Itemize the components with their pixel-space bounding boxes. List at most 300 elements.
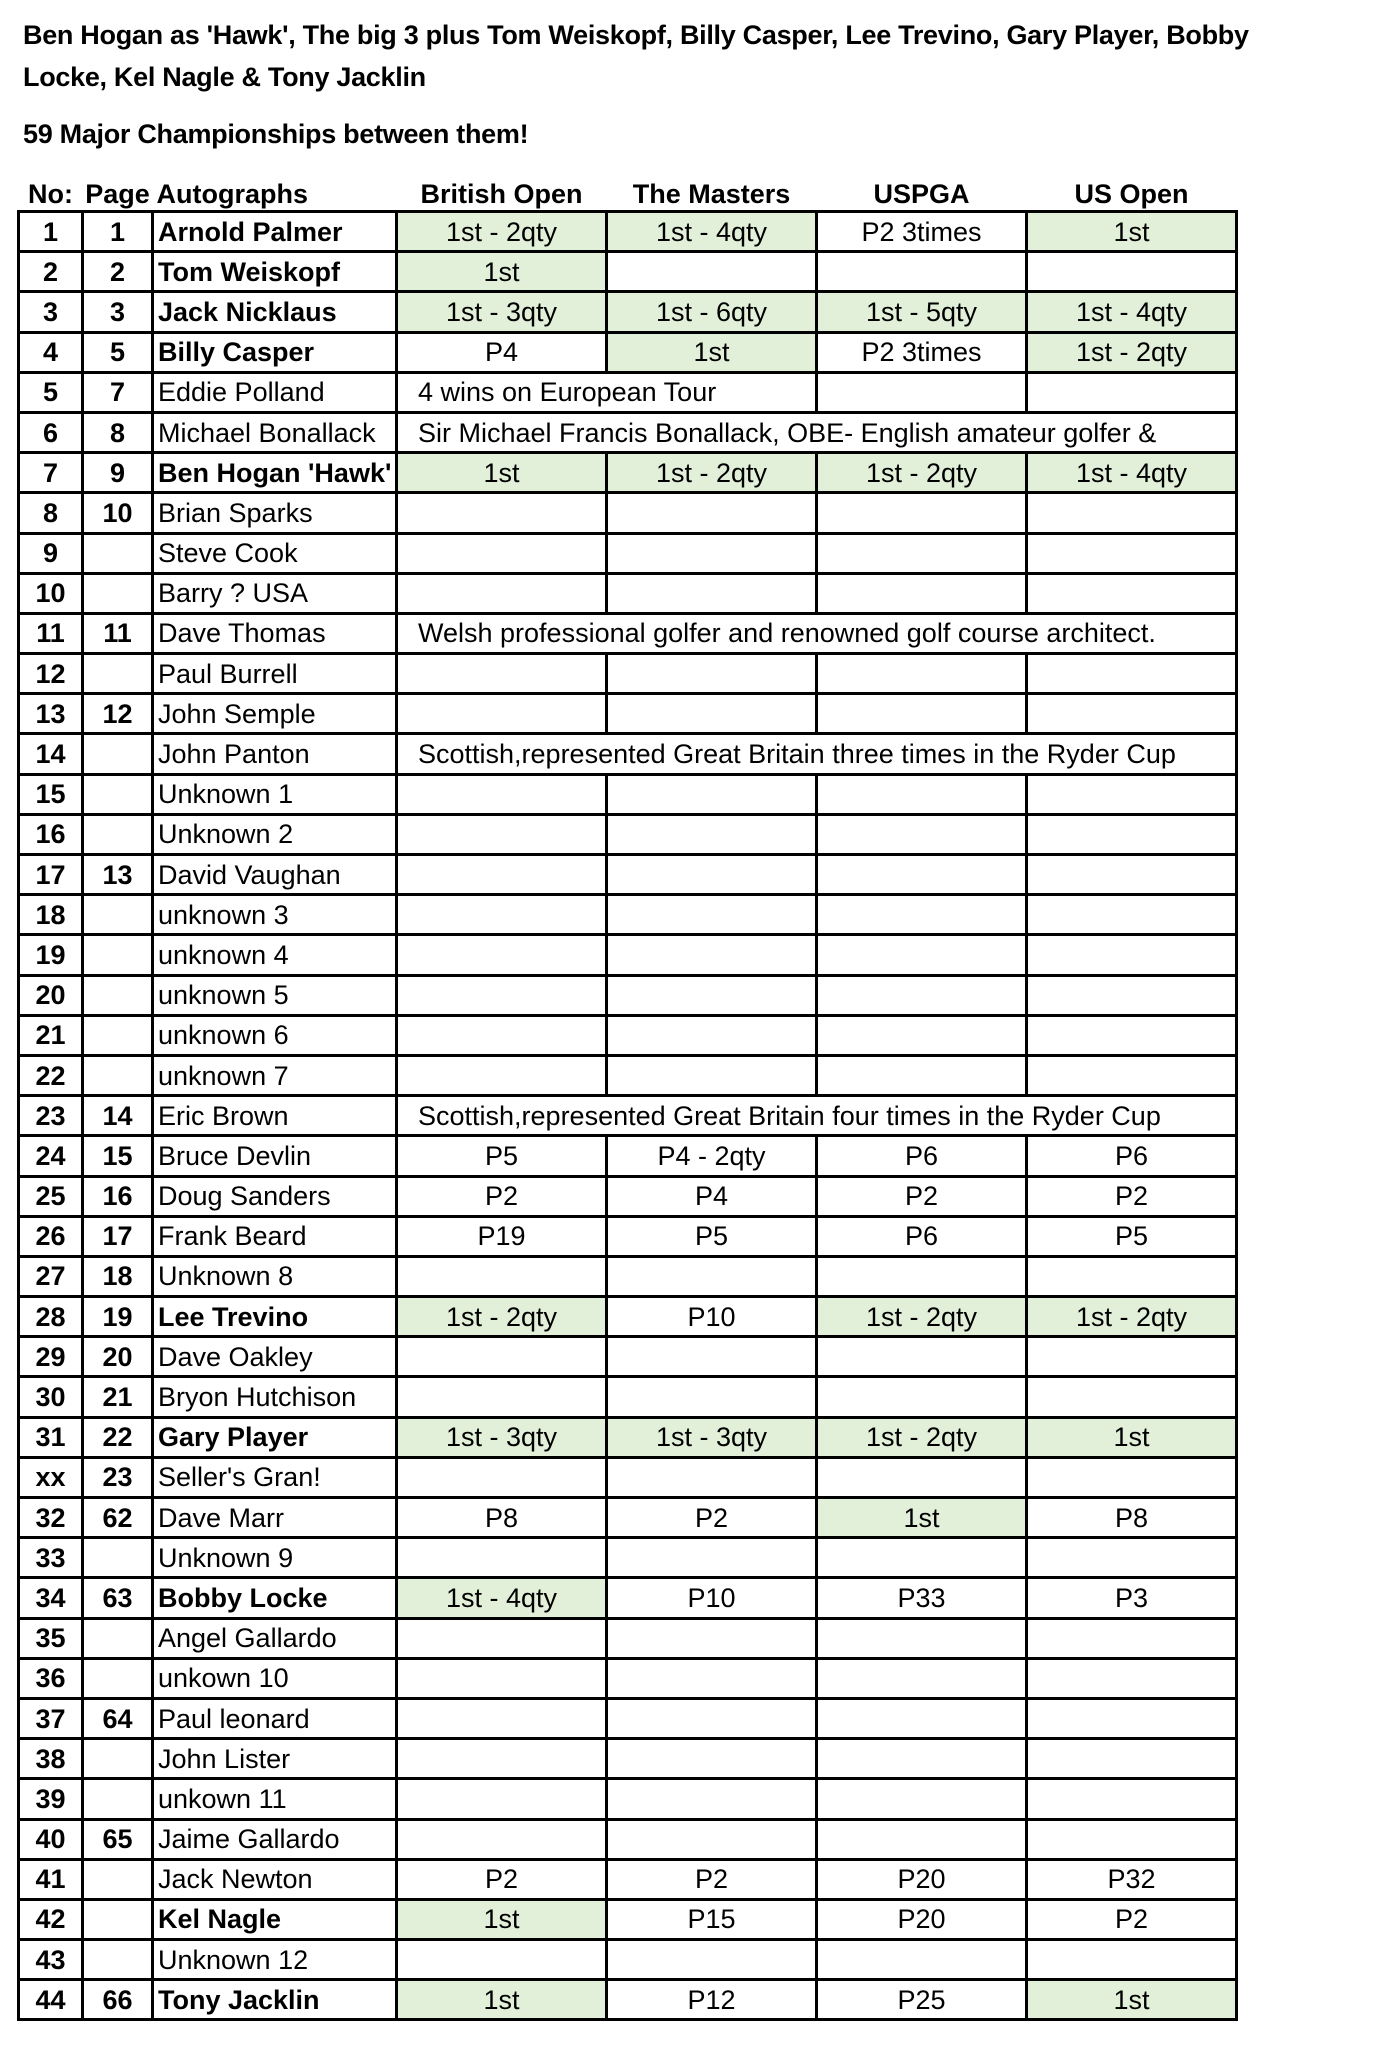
masters-cell: P4 - 2qty xyxy=(607,1136,817,1176)
page-number-cell xyxy=(83,975,153,1015)
row-number-cell: 37 xyxy=(19,1698,83,1738)
autograph-name-cell: Angel Gallardo xyxy=(153,1618,397,1658)
autograph-name-cell: Barry ? USA xyxy=(153,573,397,613)
us-open-cell xyxy=(1027,1819,1237,1859)
row-number-cell: 9 xyxy=(19,533,83,573)
british-open-cell xyxy=(397,493,607,533)
uspga-cell xyxy=(817,694,1027,734)
uspga-cell: P33 xyxy=(817,1578,1027,1618)
autograph-name-cell: Paul Burrell xyxy=(153,654,397,694)
us-open-cell xyxy=(1027,895,1237,935)
masters-cell: P4 xyxy=(607,1176,817,1216)
column-header-the-masters: The Masters xyxy=(632,179,791,209)
autograph-name-cell: Doug Sanders xyxy=(153,1176,397,1216)
british-open-cell: 1st - 4qty xyxy=(397,1578,607,1618)
note-cell: Scottish,represented Great Britain three times in the Ryder Cup xyxy=(397,734,1237,774)
autographs-table xyxy=(17,170,1238,2021)
masters-cell xyxy=(607,1779,817,1819)
us-open-cell xyxy=(1027,252,1237,292)
masters-cell xyxy=(607,1658,817,1698)
row-number-cell: 40 xyxy=(19,1819,83,1859)
masters-cell: P2 xyxy=(607,1498,817,1538)
table-row xyxy=(19,533,1237,573)
table-row xyxy=(19,895,1237,935)
uspga-cell xyxy=(817,252,1027,292)
row-number-cell: 21 xyxy=(19,1015,83,1055)
british-open-cell xyxy=(397,1819,607,1859)
british-open-cell: 1st xyxy=(397,1980,607,2020)
page-number-cell: 64 xyxy=(83,1698,153,1738)
uspga-cell xyxy=(817,1337,1027,1377)
masters-cell xyxy=(607,1940,817,1980)
row-number-cell: 31 xyxy=(19,1417,83,1457)
us-open-cell xyxy=(1027,493,1237,533)
us-open-cell xyxy=(1027,533,1237,573)
row-number-cell: 7 xyxy=(19,453,83,493)
page-subtitle: 59 Major Championships between them! xyxy=(23,119,529,149)
us-open-cell xyxy=(1027,1256,1237,1296)
uspga-cell xyxy=(817,533,1027,573)
us-open-cell: P8 xyxy=(1027,1498,1237,1538)
us-open-cell: P2 xyxy=(1027,1176,1237,1216)
row-number-cell: 17 xyxy=(19,855,83,895)
uspga-cell xyxy=(817,1779,1027,1819)
row-number-cell: 4 xyxy=(19,332,83,372)
uspga-cell xyxy=(817,493,1027,533)
us-open-cell: 1st xyxy=(1027,1417,1237,1457)
page-number-cell: 21 xyxy=(83,1377,153,1417)
table-row xyxy=(19,252,1237,292)
british-open-cell xyxy=(397,1618,607,1658)
table-row xyxy=(19,212,1237,252)
masters-cell: P2 xyxy=(607,1859,817,1899)
row-number-cell: 14 xyxy=(19,734,83,774)
page-number-cell xyxy=(83,1899,153,1939)
row-number-cell: 15 xyxy=(19,774,83,814)
table-row xyxy=(19,1658,1237,1698)
masters-cell xyxy=(607,895,817,935)
uspga-cell xyxy=(817,975,1027,1015)
british-open-cell xyxy=(397,1377,607,1417)
uspga-cell xyxy=(817,774,1027,814)
row-number-cell: 8 xyxy=(19,493,83,533)
autograph-name-cell: unknown 5 xyxy=(153,975,397,1015)
autograph-name-cell: David Vaughan xyxy=(153,855,397,895)
masters-cell xyxy=(607,252,817,292)
page-number-cell xyxy=(83,654,153,694)
us-open-cell xyxy=(1027,1538,1237,1578)
uspga-cell: 1st - 2qty xyxy=(817,1417,1027,1457)
row-number-cell: 29 xyxy=(19,1337,83,1377)
british-open-cell xyxy=(397,975,607,1015)
table-row xyxy=(19,1980,1237,2020)
column-header-no: No: xyxy=(28,179,73,209)
us-open-cell: 1st - 2qty xyxy=(1027,1297,1237,1337)
page-number-cell xyxy=(83,1618,153,1658)
row-number-cell: 3 xyxy=(19,292,83,332)
autograph-name-cell: Bruce Devlin xyxy=(153,1136,397,1176)
uspga-cell xyxy=(817,372,1027,412)
autograph-name-cell: Dave Marr xyxy=(153,1498,397,1538)
autograph-name-cell: Bobby Locke xyxy=(153,1578,397,1618)
table-row xyxy=(19,1176,1237,1216)
table-row xyxy=(19,1739,1237,1779)
autograph-name-cell: Lee Trevino xyxy=(153,1297,397,1337)
page-title: Ben Hogan as 'Hawk', The big 3 plus Tom Weiskopf, Billy Casper, Lee Trevino, Gary Player, Bobby Locke, Kel Nagle & Tony Jacklin xyxy=(23,20,1249,92)
page-number-cell: 1 xyxy=(83,212,153,252)
table-row xyxy=(19,975,1237,1015)
us-open-cell: 1st - 4qty xyxy=(1027,292,1237,332)
uspga-cell: P25 xyxy=(817,1980,1027,2020)
us-open-cell xyxy=(1027,774,1237,814)
autograph-name-cell: unkown 11 xyxy=(153,1779,397,1819)
row-number-cell: 12 xyxy=(19,654,83,694)
us-open-cell xyxy=(1027,573,1237,613)
table-row xyxy=(19,1859,1237,1899)
british-open-cell: 1st - 3qty xyxy=(397,1417,607,1457)
autograph-name-cell: Jaime Gallardo xyxy=(153,1819,397,1859)
table-row xyxy=(19,654,1237,694)
row-number-cell: 1 xyxy=(19,212,83,252)
british-open-cell: P4 xyxy=(397,332,607,372)
uspga-cell xyxy=(817,814,1027,854)
us-open-cell xyxy=(1027,975,1237,1015)
british-open-cell xyxy=(397,694,607,734)
us-open-cell xyxy=(1027,1337,1237,1377)
british-open-cell xyxy=(397,1337,607,1377)
table-row xyxy=(19,332,1237,372)
us-open-cell: 1st xyxy=(1027,212,1237,252)
uspga-cell: 1st - 5qty xyxy=(817,292,1027,332)
masters-cell xyxy=(607,1055,817,1095)
masters-cell xyxy=(607,935,817,975)
page-number-cell: 14 xyxy=(83,1096,153,1136)
autograph-name-cell: Ben Hogan 'Hawk' xyxy=(153,453,397,493)
us-open-cell: 1st - 4qty xyxy=(1027,453,1237,493)
british-open-cell xyxy=(397,1779,607,1819)
autograph-name-cell: John Panton xyxy=(153,734,397,774)
uspga-cell: 1st - 2qty xyxy=(817,1297,1027,1337)
page-number-cell xyxy=(83,533,153,573)
autograph-name-cell: Arnold Palmer xyxy=(153,212,397,252)
masters-cell xyxy=(607,573,817,613)
row-number-cell: 36 xyxy=(19,1658,83,1698)
us-open-cell xyxy=(1027,1658,1237,1698)
uspga-cell xyxy=(817,1618,1027,1658)
page-number-cell: 3 xyxy=(83,292,153,332)
column-header-british-open: British Open xyxy=(420,179,583,209)
british-open-cell xyxy=(397,774,607,814)
british-open-cell: P19 xyxy=(397,1216,607,1256)
page-number-cell: 9 xyxy=(83,453,153,493)
british-open-cell: 1st - 2qty xyxy=(397,1297,607,1337)
page-number-cell xyxy=(83,1779,153,1819)
page-number-cell xyxy=(83,1940,153,1980)
page-number-cell: 2 xyxy=(83,252,153,292)
table-row xyxy=(19,935,1237,975)
row-number-cell: 34 xyxy=(19,1578,83,1618)
us-open-cell: 1st - 2qty xyxy=(1027,332,1237,372)
masters-cell: P12 xyxy=(607,1980,817,2020)
row-number-cell: 43 xyxy=(19,1940,83,1980)
table-row xyxy=(19,1779,1237,1819)
autograph-name-cell: Dave Oakley xyxy=(153,1337,397,1377)
row-number-cell: xx xyxy=(19,1457,83,1497)
british-open-cell xyxy=(397,935,607,975)
row-number-cell: 22 xyxy=(19,1055,83,1095)
british-open-cell: P2 xyxy=(397,1859,607,1899)
table-row xyxy=(19,1538,1237,1578)
autograph-name-cell: Unknown 1 xyxy=(153,774,397,814)
us-open-cell xyxy=(1027,1377,1237,1417)
row-number-cell: 38 xyxy=(19,1739,83,1779)
us-open-cell xyxy=(1027,372,1237,412)
table-row xyxy=(19,1417,1237,1457)
autograph-name-cell: Brian Sparks xyxy=(153,493,397,533)
note-cell: Welsh professional golfer and renowned golf course architect. xyxy=(397,613,1237,653)
autograph-name-cell: unknown 7 xyxy=(153,1055,397,1095)
table-row xyxy=(19,493,1237,533)
table-row xyxy=(19,1256,1237,1296)
masters-cell xyxy=(607,1256,817,1296)
masters-cell: 1st - 2qty xyxy=(607,453,817,493)
masters-cell: 1st - 6qty xyxy=(607,292,817,332)
masters-cell xyxy=(607,1698,817,1738)
masters-cell: P15 xyxy=(607,1899,817,1939)
us-open-cell xyxy=(1027,1779,1237,1819)
table-row xyxy=(19,774,1237,814)
uspga-cell xyxy=(817,855,1027,895)
masters-cell xyxy=(607,1819,817,1859)
page-number-cell: 7 xyxy=(83,372,153,412)
note-cell: Scottish,represented Great Britain four times in the Ryder Cup xyxy=(397,1096,1237,1136)
us-open-cell xyxy=(1027,855,1237,895)
british-open-cell xyxy=(397,855,607,895)
uspga-cell xyxy=(817,1055,1027,1095)
masters-cell xyxy=(607,1538,817,1578)
autograph-name-cell: Jack Nicklaus xyxy=(153,292,397,332)
masters-cell xyxy=(607,814,817,854)
page-number-cell xyxy=(83,1538,153,1578)
us-open-cell xyxy=(1027,1015,1237,1055)
uspga-cell xyxy=(817,573,1027,613)
row-number-cell: 19 xyxy=(19,935,83,975)
autograph-name-cell: unknown 6 xyxy=(153,1015,397,1055)
british-open-cell xyxy=(397,1658,607,1698)
table-row xyxy=(19,1136,1237,1176)
autograph-name-cell: Bryon Hutchison xyxy=(153,1377,397,1417)
table-row xyxy=(19,372,1237,412)
uspga-cell xyxy=(817,1377,1027,1417)
autograph-name-cell: John Lister xyxy=(153,1739,397,1779)
table-row xyxy=(19,1899,1237,1939)
us-open-cell xyxy=(1027,654,1237,694)
table-row xyxy=(19,1377,1237,1417)
row-number-cell: 10 xyxy=(19,573,83,613)
page-number-cell: 8 xyxy=(83,412,153,452)
masters-cell xyxy=(607,975,817,1015)
table-row xyxy=(19,734,1237,774)
page-number-cell xyxy=(83,1015,153,1055)
uspga-cell xyxy=(817,1658,1027,1698)
table-row xyxy=(19,1819,1237,1859)
uspga-cell xyxy=(817,1739,1027,1779)
page-number-cell xyxy=(83,1658,153,1698)
page-number-cell: 11 xyxy=(83,613,153,653)
row-number-cell: 33 xyxy=(19,1538,83,1578)
autograph-name-cell: Kel Nagle xyxy=(153,1899,397,1939)
us-open-cell xyxy=(1027,935,1237,975)
autograph-name-cell: Dave Thomas xyxy=(153,613,397,653)
column-header-uspga: USPGA xyxy=(873,179,970,209)
masters-cell xyxy=(607,1377,817,1417)
british-open-cell xyxy=(397,1739,607,1779)
masters-cell xyxy=(607,1015,817,1055)
uspga-cell xyxy=(817,654,1027,694)
autograph-name-cell: unknown 4 xyxy=(153,935,397,975)
page-number-cell xyxy=(83,734,153,774)
table-row xyxy=(19,1618,1237,1658)
page-number-cell xyxy=(83,814,153,854)
row-number-cell: 42 xyxy=(19,1899,83,1939)
page-number-cell: 22 xyxy=(83,1417,153,1457)
page-number-cell: 17 xyxy=(83,1216,153,1256)
uspga-cell xyxy=(817,935,1027,975)
autograph-name-cell: Gary Player xyxy=(153,1417,397,1457)
autograph-name-cell: John Semple xyxy=(153,694,397,734)
column-header-autographs: Autographs xyxy=(156,179,308,209)
page-number-cell xyxy=(83,774,153,814)
british-open-cell: P8 xyxy=(397,1498,607,1538)
page-number-cell xyxy=(83,1739,153,1779)
masters-cell xyxy=(607,654,817,694)
uspga-cell xyxy=(817,1819,1027,1859)
autograph-name-cell: Tom Weiskopf xyxy=(153,252,397,292)
masters-cell xyxy=(607,774,817,814)
row-number-cell: 39 xyxy=(19,1779,83,1819)
us-open-cell: P3 xyxy=(1027,1578,1237,1618)
uspga-cell xyxy=(817,1698,1027,1738)
british-open-cell xyxy=(397,895,607,935)
uspga-cell xyxy=(817,1256,1027,1296)
british-open-cell xyxy=(397,1055,607,1095)
british-open-cell xyxy=(397,1015,607,1055)
us-open-cell: 1st xyxy=(1027,1980,1237,2020)
uspga-cell: P2 3times xyxy=(817,332,1027,372)
autograph-name-cell: Eddie Polland xyxy=(153,372,397,412)
british-open-cell xyxy=(397,1698,607,1738)
table-row xyxy=(19,1940,1237,1980)
us-open-cell: P5 xyxy=(1027,1216,1237,1256)
british-open-cell xyxy=(397,533,607,573)
british-open-cell xyxy=(397,654,607,694)
row-number-cell: 27 xyxy=(19,1256,83,1296)
page-number-cell: 19 xyxy=(83,1297,153,1337)
row-number-cell: 6 xyxy=(19,412,83,452)
uspga-cell: 1st - 2qty xyxy=(817,453,1027,493)
table-row xyxy=(19,1498,1237,1538)
page-number-cell: 62 xyxy=(83,1498,153,1538)
us-open-cell xyxy=(1027,694,1237,734)
table-row xyxy=(19,1015,1237,1055)
row-number-cell: 26 xyxy=(19,1216,83,1256)
us-open-cell xyxy=(1027,1618,1237,1658)
british-open-cell xyxy=(397,573,607,613)
row-number-cell: 16 xyxy=(19,814,83,854)
row-number-cell: 41 xyxy=(19,1859,83,1899)
page-number-cell: 23 xyxy=(83,1457,153,1497)
uspga-cell: P6 xyxy=(817,1216,1027,1256)
uspga-cell: P2 xyxy=(817,1176,1027,1216)
page-number-cell: 13 xyxy=(83,855,153,895)
table-row xyxy=(19,412,1237,452)
british-open-cell xyxy=(397,1538,607,1578)
masters-cell xyxy=(607,1457,817,1497)
british-open-cell: P2 xyxy=(397,1176,607,1216)
autograph-name-cell: Unknown 2 xyxy=(153,814,397,854)
table-row xyxy=(19,1698,1237,1738)
autograph-name-cell: Steve Cook xyxy=(153,533,397,573)
masters-cell xyxy=(607,493,817,533)
page-number-cell: 16 xyxy=(83,1176,153,1216)
british-open-cell: 1st xyxy=(397,453,607,493)
table-row xyxy=(19,814,1237,854)
autograph-name-cell: Michael Bonallack xyxy=(153,412,397,452)
table-row xyxy=(19,292,1237,332)
masters-cell xyxy=(607,694,817,734)
us-open-cell xyxy=(1027,1698,1237,1738)
page-number-cell xyxy=(83,573,153,613)
row-number-cell: 32 xyxy=(19,1498,83,1538)
note-cell: Sir Michael Francis Bonallack, OBE- English amateur golfer & xyxy=(397,412,1237,452)
table-body xyxy=(19,212,1237,2020)
uspga-cell xyxy=(817,1940,1027,1980)
uspga-cell xyxy=(817,895,1027,935)
row-number-cell: 11 xyxy=(19,613,83,653)
table-row xyxy=(19,573,1237,613)
autograph-name-cell: unkown 10 xyxy=(153,1658,397,1698)
us-open-cell xyxy=(1027,1457,1237,1497)
us-open-cell: P32 xyxy=(1027,1859,1237,1899)
page-number-cell xyxy=(83,1859,153,1899)
autograph-name-cell: Unknown 12 xyxy=(153,1940,397,1980)
table-row xyxy=(19,453,1237,493)
page-number-cell xyxy=(83,1055,153,1095)
table-header-row xyxy=(19,170,1237,212)
row-number-cell: 2 xyxy=(19,252,83,292)
table-row xyxy=(19,855,1237,895)
page-number-cell: 63 xyxy=(83,1578,153,1618)
page-number-cell xyxy=(83,895,153,935)
masters-cell xyxy=(607,1618,817,1658)
uspga-cell: 1st xyxy=(817,1498,1027,1538)
masters-cell: 1st - 4qty xyxy=(607,212,817,252)
page-number-cell: 65 xyxy=(83,1819,153,1859)
autograph-name-cell: Unknown 8 xyxy=(153,1256,397,1296)
table-row xyxy=(19,1216,1237,1256)
autograph-name-cell: Jack Newton xyxy=(153,1859,397,1899)
page-number-cell: 10 xyxy=(83,493,153,533)
us-open-cell: P2 xyxy=(1027,1899,1237,1939)
us-open-cell xyxy=(1027,1055,1237,1095)
page-number-cell: 5 xyxy=(83,332,153,372)
row-number-cell: 5 xyxy=(19,372,83,412)
british-open-cell: 1st xyxy=(397,1899,607,1939)
uspga-cell: P20 xyxy=(817,1859,1027,1899)
page-number-cell: 20 xyxy=(83,1337,153,1377)
page-number-cell: 66 xyxy=(83,1980,153,2020)
table-row xyxy=(19,1297,1237,1337)
